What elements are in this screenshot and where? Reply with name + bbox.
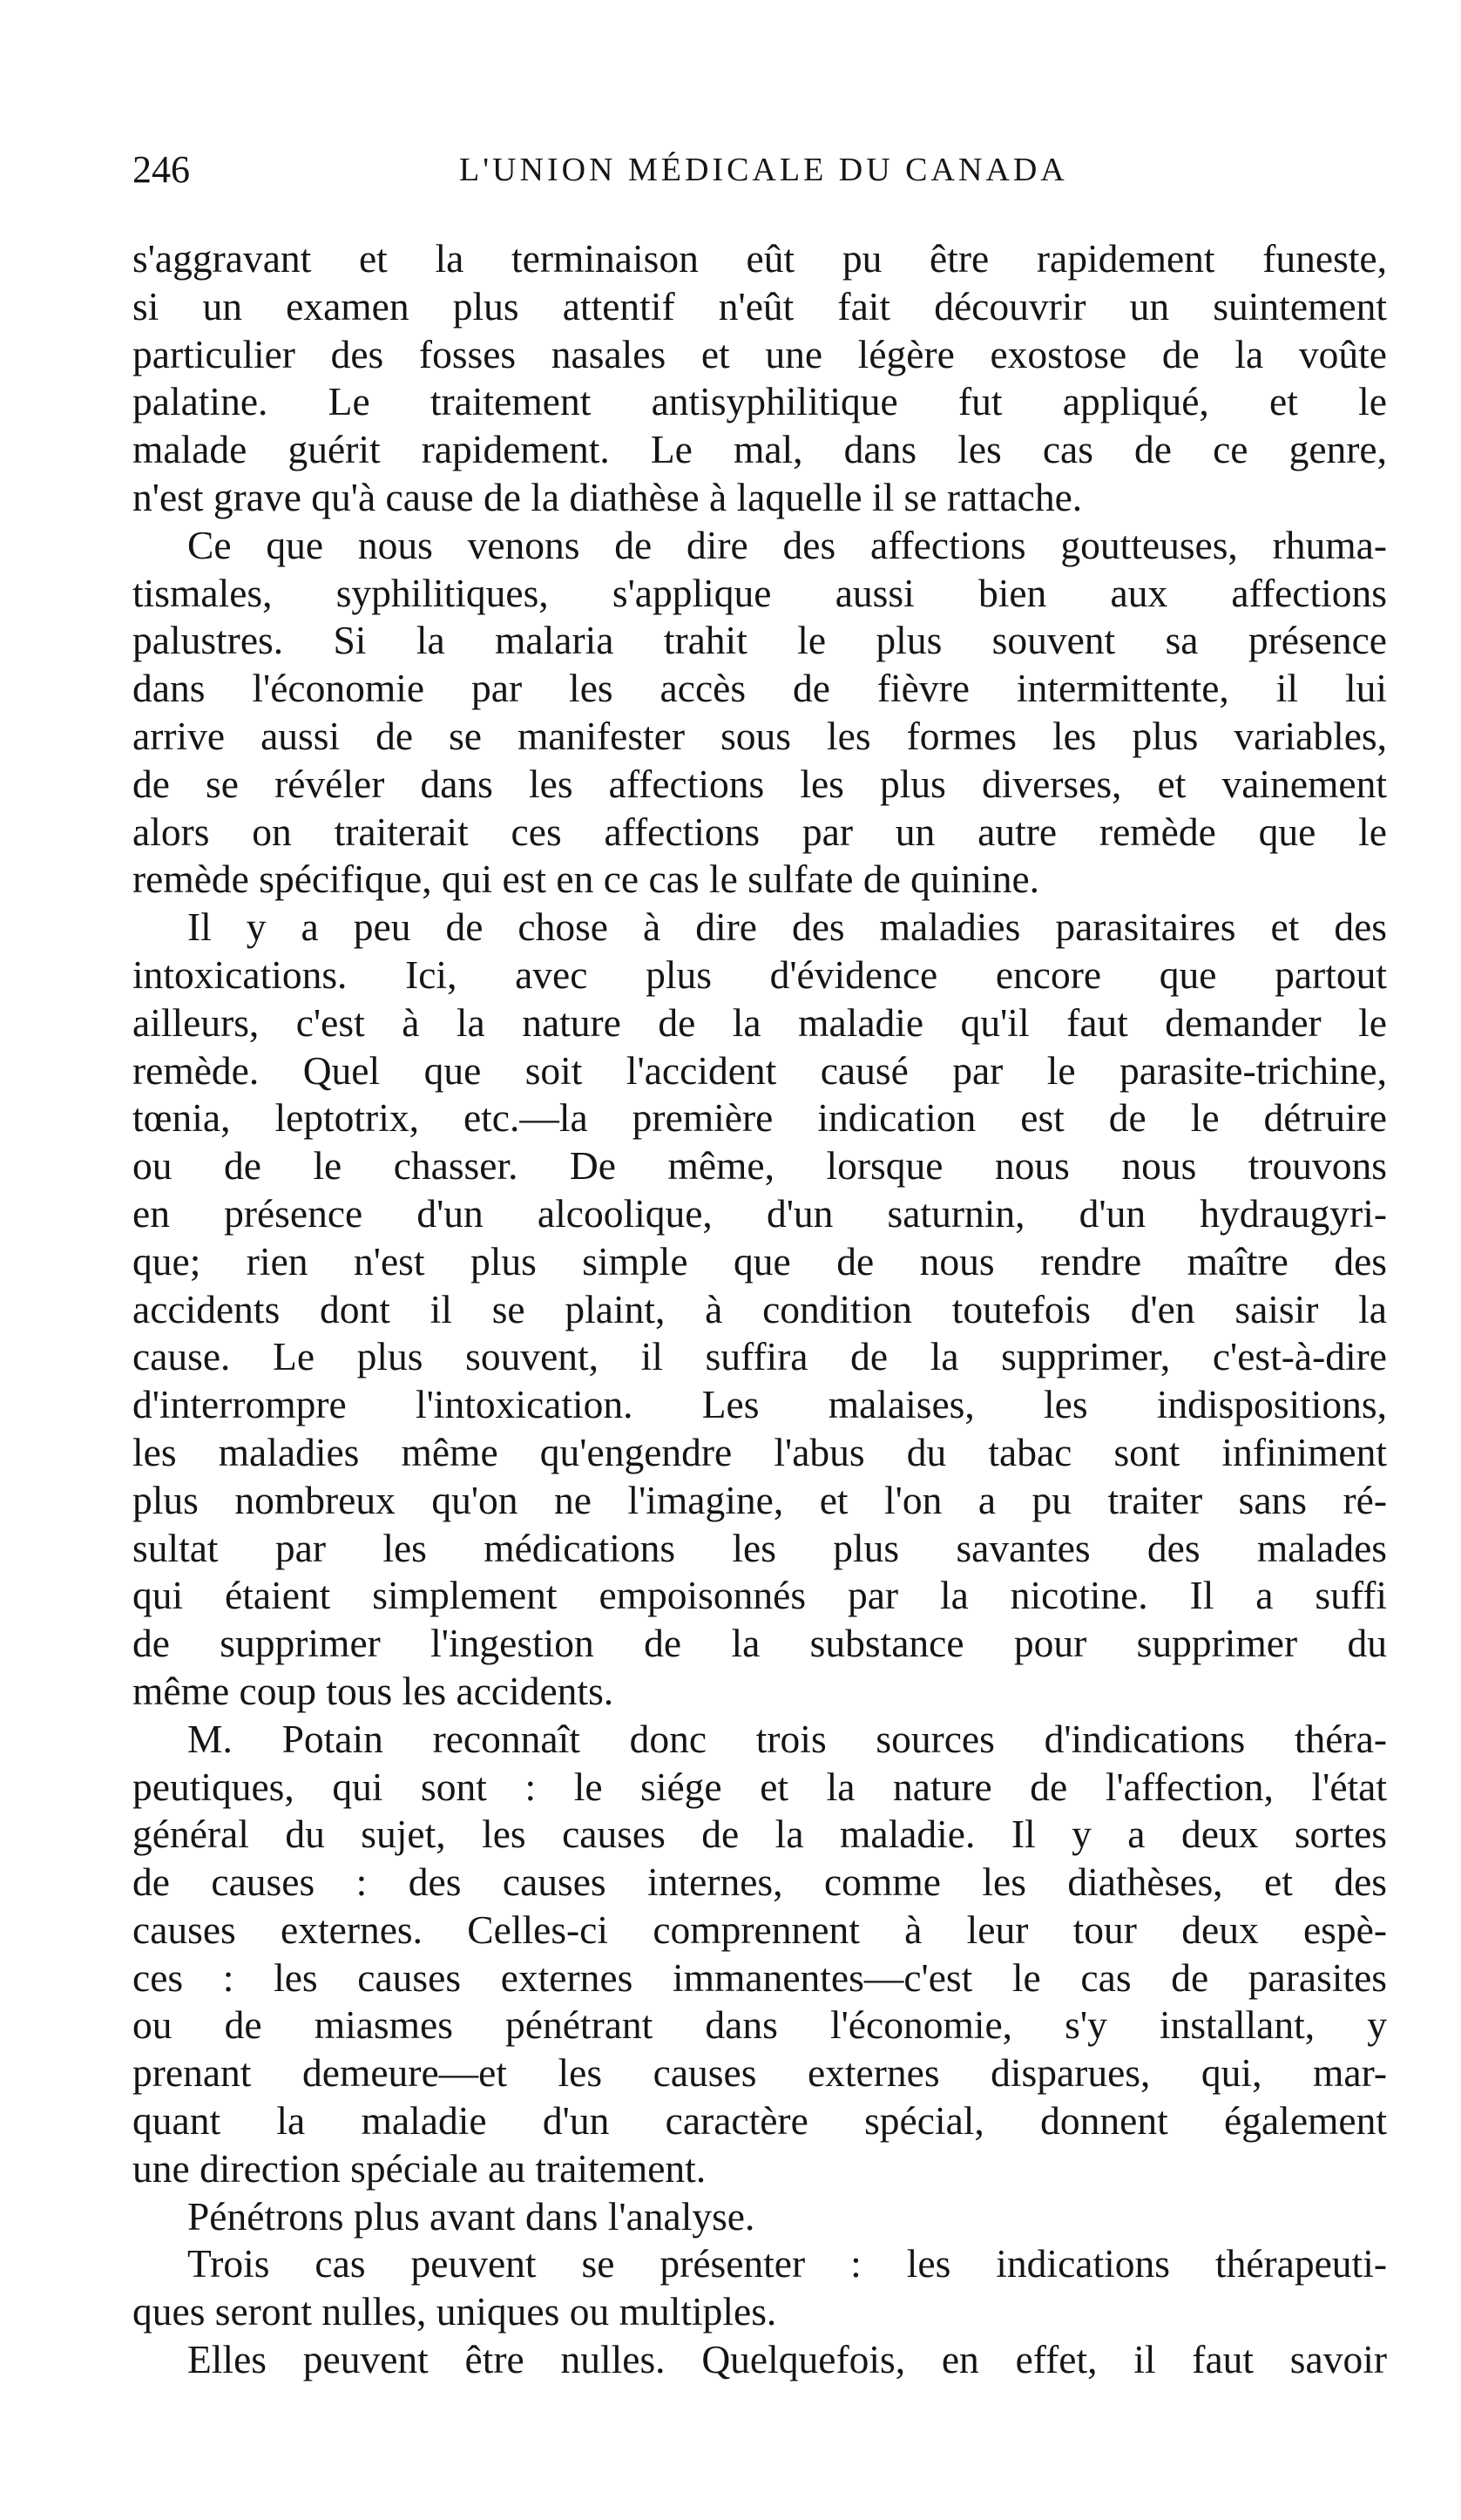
text-line: qui étaient simplement empoisonnés par la nicotine. Il a suffi <box>132 1573 1387 1618</box>
text-line: de se révéler dans les affections les plus diverses, et vainement <box>132 761 1387 806</box>
paragraph <box>132 2240 1387 2336</box>
text-line: malade guérit rapidement. Le mal, dans les cas de ce genre, <box>132 427 1387 472</box>
text-line: tismales, syphilitiques, s'applique aussi bien aux affections <box>132 570 1387 615</box>
text-line: tœnia, leptotrix, etc.—la première indication est de le détruire <box>132 1095 1387 1141</box>
text-line: ou de miasmes pénétrant dans l'économie, s'y installant, y <box>132 2002 1387 2048</box>
text-line: ques seront nulles, uniques ou multiples. <box>132 2289 777 2334</box>
text-line: Il y a peu de chose à dire des maladies parasitaires et des <box>187 904 1387 950</box>
text-line: arrive aussi de se manifester sous les formes les plus variables, <box>132 713 1387 758</box>
text-line: même coup tous les accidents. <box>132 1668 614 1713</box>
text-line: accidents dont il se plaint, à condition toutefois d'en saisir la <box>132 1286 1387 1331</box>
text-line: de supprimer l'ingestion de la substance pour supprimer du <box>132 1621 1387 1666</box>
text-line: Trois cas peuvent se présenter : les indications thérapeuti- <box>187 2241 1387 2286</box>
text-line: cause. Le plus souvent, il suffira de la supprimer, c'est-à-dire <box>132 1334 1387 1379</box>
text-line: général du sujet, les causes de la maladie. Il y a deux sortes <box>132 1812 1387 1857</box>
text-line: remède. Quel que soit l'accident causé par le parasite-trichine, <box>132 1047 1387 1093</box>
text-line: n'est grave qu'à cause de la diathèse à laquelle il se rattache. <box>132 474 1083 519</box>
text-line: une direction spéciale au traitement. <box>132 2145 707 2191</box>
paragraph <box>132 235 1387 522</box>
text-line: intoxications. Ici, avec plus d'évidence encore que partout <box>132 952 1387 997</box>
page-number: 246 <box>132 148 190 191</box>
text-line: plus nombreux qu'on ne l'imagine, et l'on a pu traiter sans ré- <box>132 1477 1387 1522</box>
text-line: ailleurs, c'est à la nature de la maladie qu'il faut demander le <box>132 999 1387 1045</box>
text-line: sultat par les médications les plus savantes des malades <box>132 1525 1387 1570</box>
text-line: les maladies même qu'engendre l'abus du tabac sont infiniment <box>132 1429 1387 1474</box>
text-line: Pénétrons plus avant dans l'analyse. <box>187 2193 755 2239</box>
page-header <box>132 144 1387 196</box>
text-line: que; rien n'est plus simple que de nous rendre maître des <box>132 1238 1387 1284</box>
text-line: s'aggravant et la terminaison eût pu être rapidement funeste, <box>132 236 1387 281</box>
paragraph <box>132 522 1387 904</box>
text-line: peutiques, qui sont : le siége et la nature de l'affection, l'état <box>132 1764 1387 1809</box>
text-line: M. Potain reconnaît donc trois sources d'indications théra- <box>187 1716 1387 1761</box>
text-line: alors on traiterait ces affections par un autre remède que le <box>132 809 1387 854</box>
text-line: ou de le chasser. De même, lorsque nous nous trouvons <box>132 1143 1387 1189</box>
body-text <box>132 235 1387 2384</box>
text-line: de causes : des causes internes, comme les diathèses, et des <box>132 1860 1387 1905</box>
text-line: en présence d'un alcoolique, d'un saturnin, d'un hydraugyri- <box>132 1190 1387 1236</box>
text-line: causes externes. Celles-ci comprennent à leur tour deux espè- <box>132 1907 1387 1952</box>
paragraph <box>132 904 1387 1716</box>
text-line: d'interrompre l'intoxication. Les malaises, les indispositions, <box>132 1382 1387 1427</box>
text-line: particulier des fosses nasales et une légère exostose de la voûte <box>132 331 1387 376</box>
text-line: quant la maladie d'un caractère spécial, donnent également <box>132 2098 1387 2144</box>
running-title: L'UNION MÉDICALE DU CANADA <box>459 152 1068 188</box>
paragraph <box>132 2336 1387 2384</box>
text-line: palustres. Si la malaria trahit le plus souvent sa présence <box>132 618 1387 663</box>
text-line: palatine. Le traitement antisyphilitique fut appliqué, et le <box>132 379 1387 424</box>
paragraph <box>132 1716 1387 2193</box>
text-line: ces : les causes externes immanentes—c'est le cas de parasites <box>132 1954 1387 2000</box>
text-line: si un examen plus attentif n'eût fait découvrir un suintement <box>132 283 1387 329</box>
text-line: prenant demeure—et les causes externes disparues, qui, mar- <box>132 2050 1387 2096</box>
text-line: Ce que nous venons de dire des affections goutteuses, rhuma- <box>187 522 1387 567</box>
text-line: remède spécifique, qui est en ce cas le sulfate de quinine. <box>132 857 1040 902</box>
paragraph <box>132 2193 1387 2241</box>
text-line: Elles peuvent être nulles. Quelquefois, en effet, il faut savoir <box>187 2337 1387 2382</box>
text-line: dans l'économie par les accès de fièvre intermittente, il lui <box>132 666 1387 711</box>
